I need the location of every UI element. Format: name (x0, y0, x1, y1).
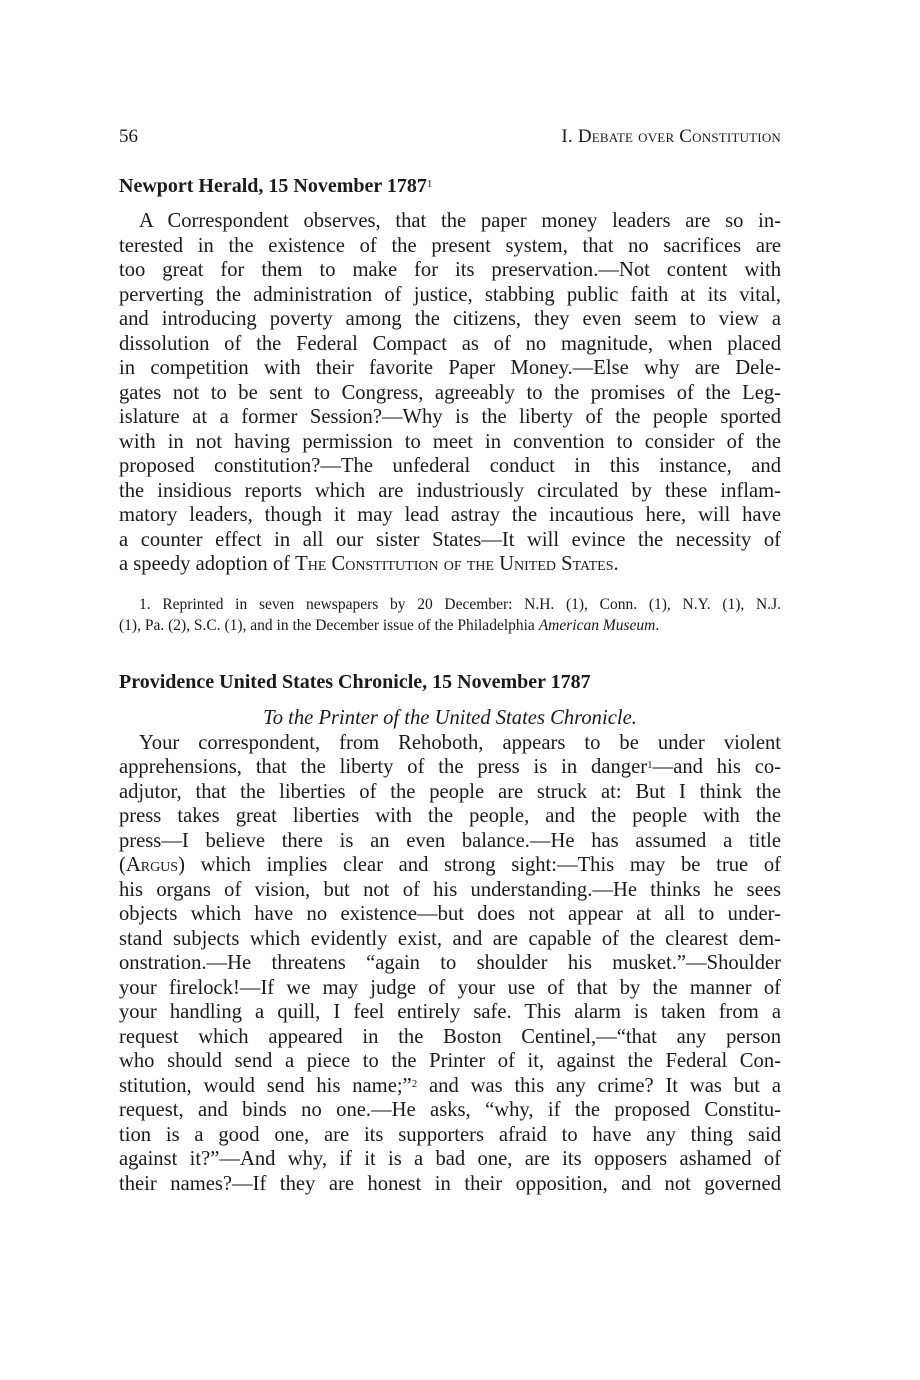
constitution-smallcaps: The Constitution of the United States (295, 553, 614, 575)
footnote-line (119, 615, 781, 636)
heading-text: Newport Herald, 15 November 1787 (119, 175, 427, 197)
text-line: your firelock!—If we may judge of your use of that by the manner of (119, 976, 781, 999)
text-line: their names?—If they are honest in their opposition, and not governed (119, 1172, 781, 1195)
text-line: stand subjects which evidently exist, and are capable of the clearest dem- (119, 927, 781, 950)
text-fragment: stitution, would send his name;” (119, 1074, 412, 1097)
text-line: perverting the administration of justice, stabbing public faith at its vital, (119, 283, 781, 306)
text-line: islature at a former Session?—Why is the liberty of the people sported (119, 406, 781, 428)
text-line: request, and binds no one.—He asks, “why, if the proposed Constitu- (119, 1099, 781, 1121)
footnote-line: 1. Reprinted in seven newspapers by 20 December: N.H. (1), Conn. (1), N.Y. (1), N.J. (139, 596, 781, 613)
footnote-ref: 1 (647, 759, 653, 771)
text-line: matory leaders, though it may lead astray the incautious here, will have (119, 504, 781, 526)
salutation: To the Printer of the United States Chronicle. (263, 707, 637, 729)
text-line-last (119, 552, 781, 577)
text-line: tion is a good one, are its supporters afraid to have any thing said (119, 1123, 781, 1146)
text-fragment: a speedy adoption of (119, 553, 296, 575)
text-fragment: —and his co- (652, 756, 782, 778)
text-line: adjutor, that the liberties of the people are struck at: But I think the (119, 780, 781, 803)
text-line: a counter effect in all our sister States—It will evince the necessity of (119, 528, 781, 551)
text-line: against it?”—And why, if it is a bad one, are its opposers ashamed of (119, 1148, 781, 1170)
providence-letter (119, 706, 781, 1196)
text-line: onstration.—He threatens “again to shoulder his musket.”—Shoulder (119, 952, 781, 974)
text-line: and introducing poverty among the citizens, they even seem to view a (119, 308, 781, 330)
text-line: terested in the existence of the present system, that no sacrifices are (119, 234, 781, 257)
text-line: your handling a quill, I feel entirely safe. This alarm is taken from a (119, 1001, 781, 1023)
text-line: too great for them to make for its preservation.—Not content with (119, 259, 781, 281)
page-number: 56 (119, 126, 138, 147)
text-line: proposed constitution?—The unfederal conduct in this instance, and (119, 455, 781, 477)
text-line: press—I believe there is an even balance.—He has assumed a title (119, 829, 781, 852)
running-head (119, 124, 781, 150)
footnote-block (119, 594, 781, 636)
text-line: dissolution of the Federal Compact as of no magnitude, when placed (119, 332, 781, 355)
text-line: the insidious reports which are industriously circulated by these inflam- (119, 479, 781, 502)
text-fragment: . (655, 617, 660, 634)
text-line: with in not having permission to meet in convention to consider of the (119, 430, 781, 453)
section-heading-newport (119, 173, 432, 199)
footnote-ref: 2 (411, 1077, 418, 1090)
text-line (119, 755, 781, 780)
text-line: his organs of vision, but not of his understanding.—He thinks he sees (119, 878, 781, 901)
text-fragment: ( (119, 854, 126, 876)
text-line: in competition with their favorite Paper Money.—Else why are Dele- (119, 357, 781, 379)
text-line: gates not to be sent to Congress, agreeably to the promises of the Leg- (119, 381, 781, 404)
text-line: Your correspondent, from Rehoboth, appears to be under violent (139, 731, 781, 754)
argus-smallcaps: Argus (125, 854, 179, 876)
text-line: objects which have no existence—but does not appear at all to under- (119, 903, 781, 925)
text-line: request which appeared in the Boston Centinel,—“that any person (119, 1025, 781, 1048)
text-fragment: apprehensions, that the liberty of the press is in danger (119, 756, 648, 778)
text-fragment: . (613, 553, 619, 575)
text-line: who should send a piece to the Printer of it, against the Federal Con- (119, 1050, 781, 1072)
text-fragment: (1), Pa. (2), S.C. (1), and in the December issue of the Philadelphia (119, 617, 539, 634)
text-fragment: and was this any crime? It was but a (417, 1074, 781, 1097)
running-title: I. Debate over Constitution (561, 126, 781, 147)
footnote-ref: 1 (426, 178, 433, 190)
publication-title: American Museum (538, 617, 656, 634)
text-fragment: ) which implies clear and strong sight:—This may be true of (178, 854, 781, 876)
text-line: press takes great liberties with the people, and the people with the (119, 805, 781, 827)
text-line (119, 853, 781, 878)
section-heading-providence: Providence United States Chronicle, 15 November 1787 (119, 671, 591, 693)
newport-paragraph (119, 209, 781, 577)
text-line: A Correspondent observes, that the paper money leaders are so in- (139, 210, 781, 232)
text-line (119, 1074, 781, 1099)
